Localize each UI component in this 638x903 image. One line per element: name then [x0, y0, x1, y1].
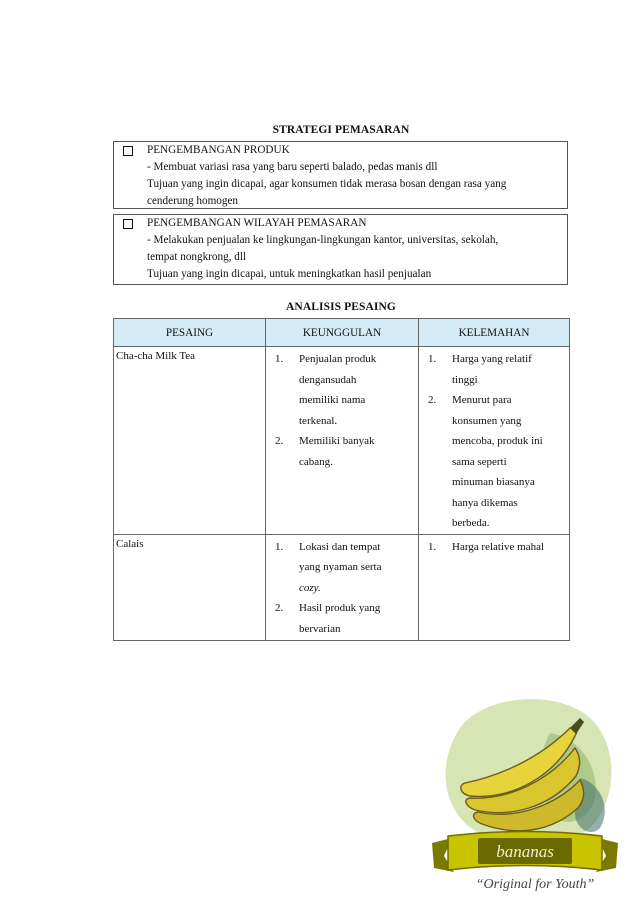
strategy-line: cenderung homogen: [147, 195, 239, 207]
header-pesaing: PESAING: [114, 319, 266, 347]
list-item: 1. Harga relative mahal: [428, 540, 545, 553]
strategy-heading: PENGEMBANGAN WILAYAH PEMASARAN: [147, 217, 367, 229]
strengths-cell: [266, 534, 419, 640]
list-item: 1. Penjualan produk dengansudah memiliki nama terkenal.: [275, 353, 377, 427]
weaknesses-cell: [419, 534, 570, 640]
list-item: 2. Memiliki banyak cabang.: [275, 435, 375, 468]
strategy-line: Tujuan yang ingin dicapai, untuk meningkatkan hasil penjualan: [147, 268, 432, 280]
logo-text: bananas: [496, 842, 554, 861]
header-kelemahan: KELEMAHAN: [419, 319, 570, 347]
analysis-title: ANALISIS PESAING: [286, 301, 396, 313]
checkbox-icon: [123, 219, 133, 229]
list-item: 2. Menurut para konsumen yang mencoba, produk ini sama seperti minuman biasanya hanya dikemas berbeda.: [428, 394, 543, 529]
competitor-name: Cha-cha Milk Tea: [114, 347, 266, 535]
competitor-name: Calais: [114, 534, 266, 640]
strengths-cell: [266, 347, 419, 535]
strategy-line: Tujuan yang ingin dicapai, agar konsumen tidak merasa bosan dengan rasa yang: [147, 178, 507, 190]
table-row: [114, 534, 570, 640]
strategy-item-product: [113, 141, 568, 209]
bananas-logo: [430, 688, 620, 900]
list-item: 1. Harga yang relatif tinggi: [428, 353, 532, 386]
header-keunggulan: KEUNGGULAN: [266, 319, 419, 347]
weaknesses-cell: [419, 347, 570, 535]
competitor-table: [113, 318, 570, 641]
strategy-title: STRATEGI PEMASARAN: [272, 124, 410, 136]
strategy-item-region: [113, 214, 568, 285]
tagline: “Original for Youth”: [475, 877, 595, 892]
strategy-heading: PENGEMBANGAN PRODUK: [147, 144, 290, 156]
strategy-line: - Melakukan penjualan ke lingkungan-lingkungan kantor, universitas, sekolah,: [147, 234, 499, 246]
strategy-line: - Membuat variasi rasa yang baru seperti balado, pedas manis dll: [147, 161, 438, 173]
list-item: 2. Hasil produk yang bervarian: [275, 602, 381, 635]
table-header-row: [114, 319, 570, 347]
strategy-line: tempat nongkrong, dll: [147, 251, 247, 263]
checkbox-icon: [123, 146, 133, 156]
list-item: 1. Lokasi dan tempat yang nyaman serta cozy.: [275, 540, 382, 594]
table-row: [114, 347, 570, 535]
